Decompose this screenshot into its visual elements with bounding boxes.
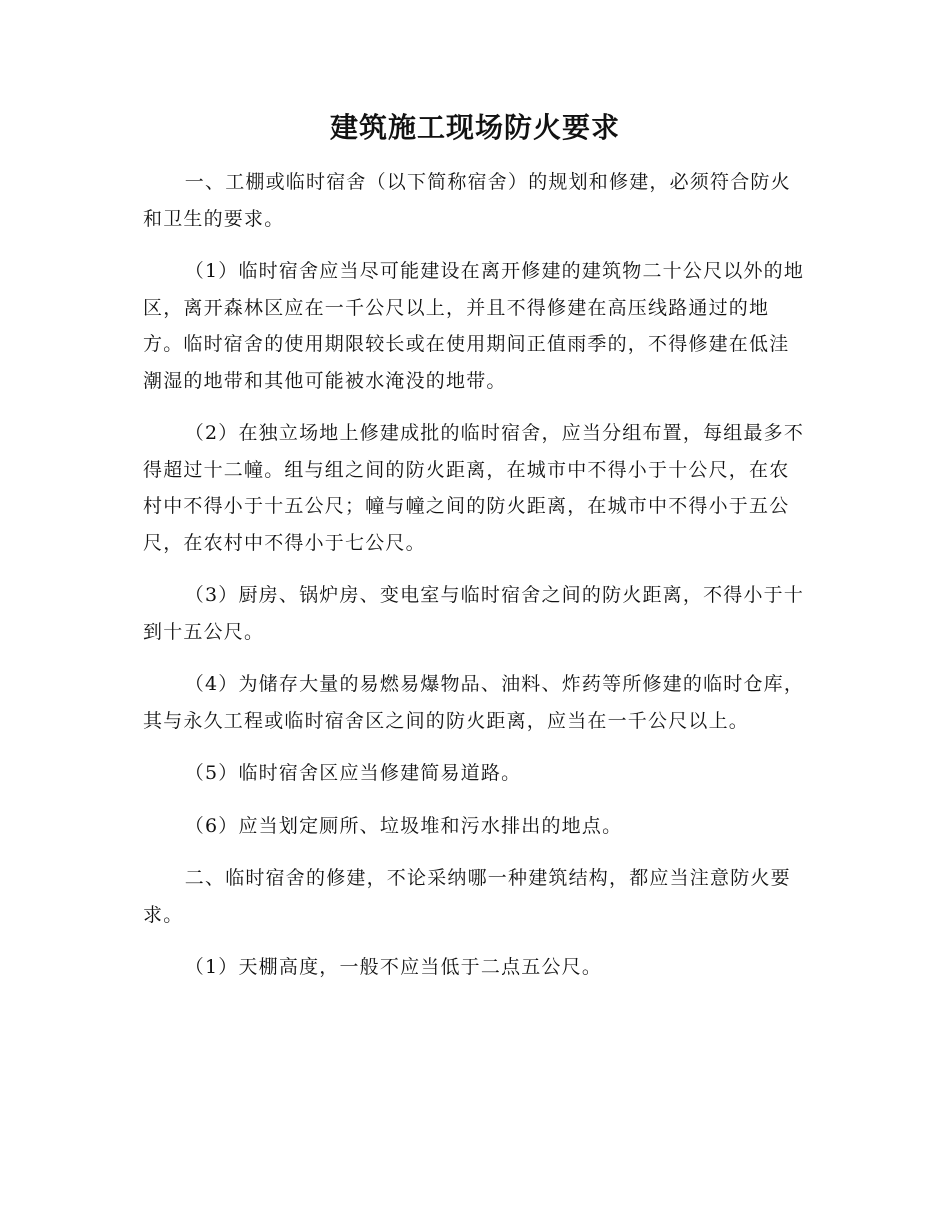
paragraph-section-2: 二、临时宿舍的修建，不论采纳哪一种建筑结构，都应当注意防火要求。 <box>143 867 791 926</box>
paragraph-section-1: 一、工棚或临时宿舍（以下简称宿舍）的规划和修建，必须符合防火和卫生的要求。 <box>143 171 791 230</box>
paragraph-item-4: （4）为储存大量的易燃易爆物品、油料、炸药等所修建的临时仓库，其与永久工程或临时宿舍区之间的防火距离，应当在一千公尺以上。 <box>143 673 805 732</box>
paragraph-item-7: （1）天棚高度，一般不应当低于二点五公尺。 <box>184 956 603 978</box>
paragraph-item-5: （5）临时宿舍区应当修建简易道路。 <box>184 762 522 784</box>
paragraph-item-3: （3）厨房、锅炉房、变电室与临时宿舍之间的防火距离，不得小于十到十五公尺。 <box>143 584 805 643</box>
document-body <box>143 164 807 986</box>
paragraph-item-2: （2）在独立场地上修建成批的临时宿舍，应当分组布置，每组最多不得超过十二幢。组与组之间的防火距离，在城市中不得小于十公尺，在农村中不得小于十五公尺；幢与幢之间的防火距离，在城市中不得小于五公尺，在农村中不得小于七公尺。 <box>143 422 805 554</box>
paragraph-item-1: （1）临时宿舍应当尽可能建设在离开修建的建筑物二十公尺以外的地区，离开森林区应在一千公尺以上，并且不得修建在高压线路通过的地方。临时宿舍的使用期限较长或在使用期间正值雨季的，不得修建在低洼潮湿的地带和其他可能被水淹没的地带。 <box>143 260 805 392</box>
document-title: 建筑施工现场防火要求 <box>329 111 620 144</box>
paragraph-item-6: （6）应当划定厕所、垃圾堆和污水排出的地点。 <box>184 814 623 837</box>
